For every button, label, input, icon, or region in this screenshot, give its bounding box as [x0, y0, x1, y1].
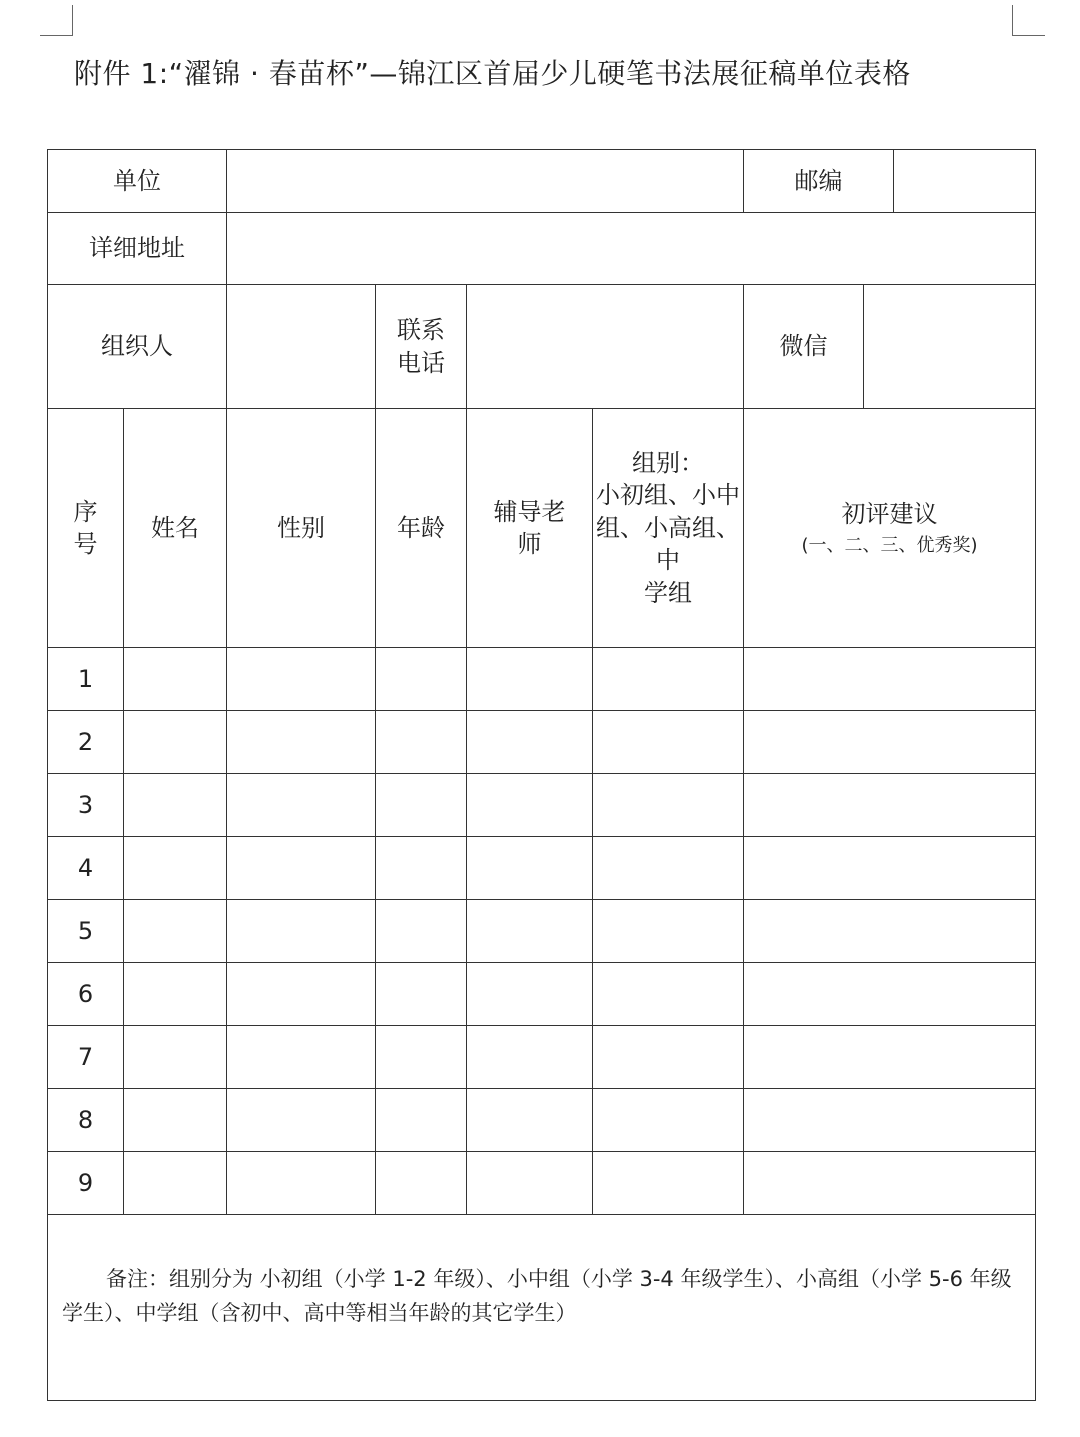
phone-label-line1: 联系: [397, 316, 445, 345]
header-award-subtitle: (一、二、三、优秀奖): [801, 535, 978, 557]
header-name: 姓名: [124, 409, 227, 648]
group-cell[interactable]: [593, 774, 744, 837]
age-cell[interactable]: [376, 963, 467, 1026]
award-cell[interactable]: [744, 1026, 1036, 1089]
row-number: 2: [48, 711, 124, 774]
row-number: 1: [48, 648, 124, 711]
table-row: [48, 711, 1036, 774]
header-teacher-line1: 辅导老: [493, 497, 566, 526]
award-cell[interactable]: [744, 1152, 1036, 1215]
group-cell[interactable]: [593, 963, 744, 1026]
gender-cell[interactable]: [227, 711, 376, 774]
address-field[interactable]: [227, 213, 1036, 285]
header-teacher: [467, 409, 593, 648]
group-cell[interactable]: [593, 837, 744, 900]
phone-label: [376, 285, 467, 409]
teacher-cell[interactable]: [467, 1152, 593, 1215]
award-cell[interactable]: [744, 648, 1036, 711]
teacher-cell[interactable]: [467, 1089, 593, 1152]
row-number: 6: [48, 963, 124, 1026]
header-group-line2: 小初组、小中: [596, 481, 740, 510]
row-number: 8: [48, 1089, 124, 1152]
registration-form-table: [47, 149, 1036, 1401]
group-cell[interactable]: [593, 711, 744, 774]
teacher-cell[interactable]: [467, 1026, 593, 1089]
table-row: [48, 1152, 1036, 1215]
age-cell[interactable]: [376, 1026, 467, 1089]
gender-cell[interactable]: [227, 1089, 376, 1152]
age-cell[interactable]: [376, 1089, 467, 1152]
header-group-line4: 学组: [644, 578, 692, 607]
header-gender: 性别: [227, 409, 376, 648]
teacher-cell[interactable]: [467, 711, 593, 774]
table-row: [48, 774, 1036, 837]
row-number: 9: [48, 1152, 124, 1215]
header-group-line3: 组、小高组、中: [596, 513, 740, 575]
header-award-title: 初评建议: [841, 499, 938, 528]
gender-cell[interactable]: [227, 900, 376, 963]
teacher-cell[interactable]: [467, 963, 593, 1026]
group-cell[interactable]: [593, 648, 744, 711]
crop-mark-top-left: [40, 5, 73, 36]
table-row: [48, 963, 1036, 1026]
age-cell[interactable]: [376, 837, 467, 900]
award-cell[interactable]: [744, 774, 1036, 837]
header-age: 年龄: [376, 409, 467, 648]
teacher-cell[interactable]: [467, 774, 593, 837]
name-cell[interactable]: [124, 963, 227, 1026]
header-seq: [48, 409, 124, 648]
name-cell[interactable]: [124, 837, 227, 900]
table-row: [48, 648, 1036, 711]
header-group: [593, 409, 744, 648]
header-seq-line1: 序: [73, 497, 98, 526]
row-number: 7: [48, 1026, 124, 1089]
award-cell[interactable]: [744, 837, 1036, 900]
row-column-headers: [48, 409, 1036, 648]
age-cell[interactable]: [376, 1152, 467, 1215]
row-number: 4: [48, 837, 124, 900]
crop-mark-top-right: [1012, 5, 1045, 36]
wechat-label: 微信: [744, 285, 864, 409]
award-cell[interactable]: [744, 711, 1036, 774]
name-cell[interactable]: [124, 711, 227, 774]
table-row: [48, 900, 1036, 963]
name-cell[interactable]: [124, 1026, 227, 1089]
row-contact: [48, 285, 1036, 409]
name-cell[interactable]: [124, 648, 227, 711]
group-cell[interactable]: [593, 1026, 744, 1089]
gender-cell[interactable]: [227, 1026, 376, 1089]
name-cell[interactable]: [124, 1152, 227, 1215]
organizer-label: 组织人: [48, 285, 227, 409]
group-cell[interactable]: [593, 1089, 744, 1152]
age-cell[interactable]: [376, 774, 467, 837]
gender-cell[interactable]: [227, 1152, 376, 1215]
name-cell[interactable]: [124, 900, 227, 963]
group-cell[interactable]: [593, 900, 744, 963]
wechat-field[interactable]: [864, 285, 1036, 409]
row-number: 3: [48, 774, 124, 837]
gender-cell[interactable]: [227, 837, 376, 900]
phone-label-line2: 电话: [397, 348, 445, 377]
row-number: 5: [48, 900, 124, 963]
row-unit: [48, 150, 1036, 213]
award-cell[interactable]: [744, 963, 1036, 1026]
table-row: [48, 1026, 1036, 1089]
teacher-cell[interactable]: [467, 900, 593, 963]
unit-field[interactable]: [227, 150, 744, 213]
postcode-label: 邮编: [744, 150, 894, 213]
address-label: 详细地址: [48, 213, 227, 285]
age-cell[interactable]: [376, 648, 467, 711]
group-cell[interactable]: [593, 1152, 744, 1215]
unit-label: 单位: [48, 150, 227, 213]
table-row: [48, 837, 1036, 900]
teacher-cell[interactable]: [467, 648, 593, 711]
age-cell[interactable]: [376, 711, 467, 774]
document-title: 附件 1:“濯锦 · 春苗杯”—锦江区首届少儿硬笔书法展征稿单位表格: [74, 57, 911, 90]
award-cell[interactable]: [744, 1089, 1036, 1152]
header-seq-line2: 号: [73, 530, 98, 558]
award-cell[interactable]: [744, 900, 1036, 963]
gender-cell[interactable]: [227, 648, 376, 711]
teacher-cell[interactable]: [467, 837, 593, 900]
organizer-field[interactable]: [227, 285, 376, 409]
row-address: [48, 213, 1036, 285]
header-award: [744, 409, 1036, 648]
name-cell[interactable]: [124, 774, 227, 837]
age-cell[interactable]: [376, 900, 467, 963]
header-group-line1: 组别：: [632, 449, 704, 478]
row-note: [48, 1215, 1036, 1401]
postcode-field[interactable]: [894, 150, 1036, 213]
phone-field[interactable]: [467, 285, 744, 409]
name-cell[interactable]: [124, 1089, 227, 1152]
gender-cell[interactable]: [227, 963, 376, 1026]
gender-cell[interactable]: [227, 774, 376, 837]
header-teacher-line2: 师: [517, 530, 542, 558]
note-text: 备注：组别分为 小初组（小学 1-2 年级）、小中组（小学 3-4 年级学生）、小高组（小学 5-6 年级学生）、中学组（含初中、高中等相当年龄的其它学生）: [48, 1215, 1036, 1401]
table-row: [48, 1089, 1036, 1152]
